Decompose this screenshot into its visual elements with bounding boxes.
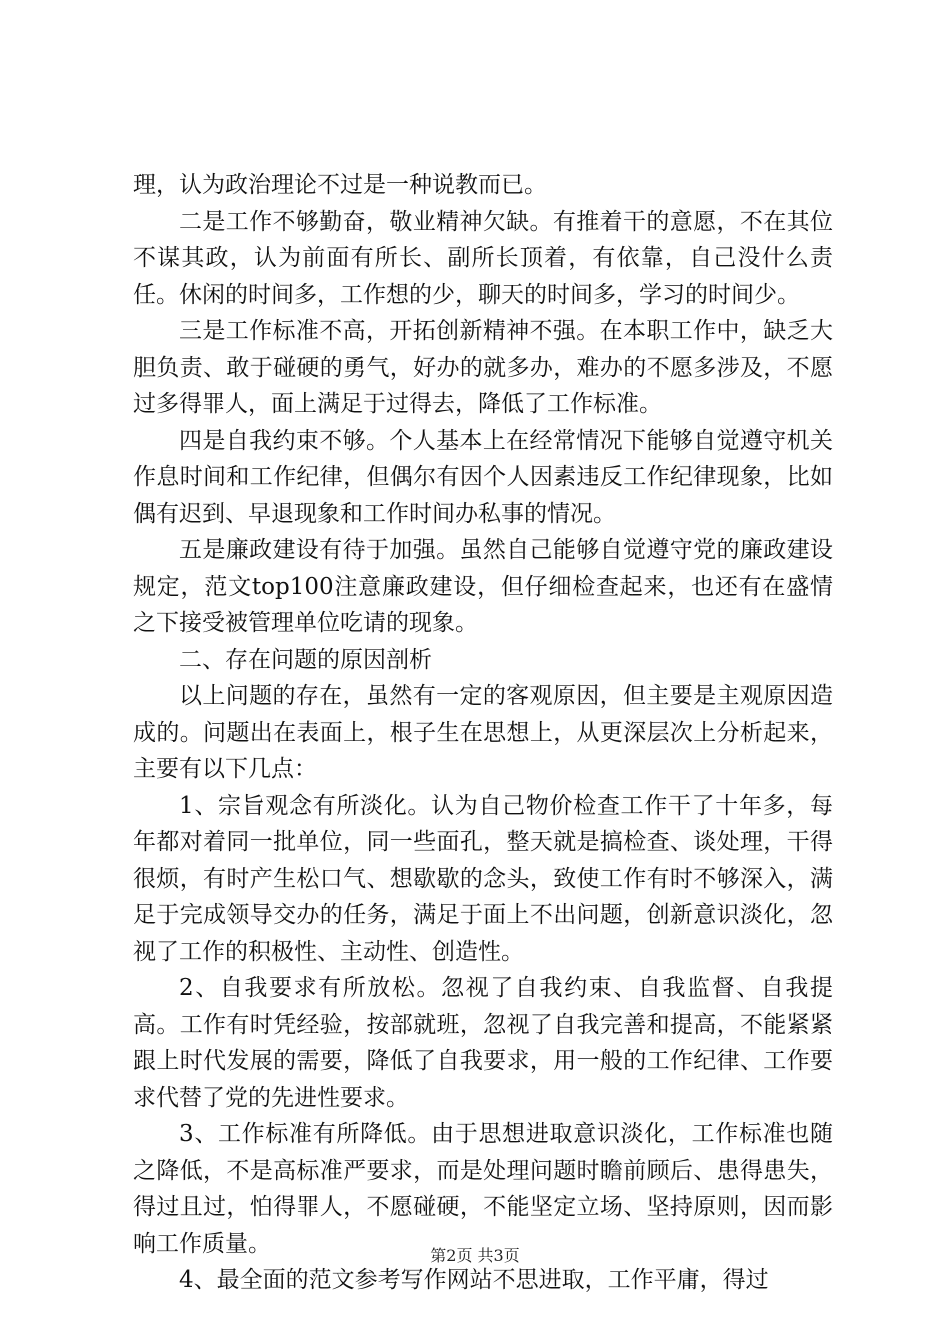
paragraph: 理，认为政治理论不过是一种说教而已。: [133, 172, 547, 198]
paragraph: 2、自我要求有所放松。忽视了自我约束、自我监督、自我提高。工作有时凭经验，按部就班，忽视了自我完善和提高，不能紧紧跟上时代发展的需要，降低了自我要求，用一般的工作纪律、工作要求代替了党的先进性要求。: [133, 975, 833, 1111]
paragraph: 三是工作标准不高，开拓创新精神不强。在本职工作中，缺乏大胆负责、敢于碰硬的勇气，好办的就多办，难办的不愿多涉及，不愿过多得罪人，面上满足于过得去，降低了工作标准。: [133, 318, 833, 417]
document-body: [133, 167, 833, 1299]
paragraph: 二是工作不够勤奋，敬业精神欠缺。有推着干的意愿，不在其位不谋其政，认为前面有所长、副所长顶着，有依靠，自己没什么责任。休闲的时间多，工作想的少，聊天的时间多，学习的时间少。: [133, 208, 833, 308]
paragraph: 4、最全面的范文参考写作网站不思进取，工作平庸，得过: [179, 1267, 769, 1293]
paragraph: 以上问题的存在，虽然有一定的客观原因，但主要是主观原因造成的。问题出在表面上，根子生在思想上，从更深层次上分析起来，主要有以下几点：: [133, 683, 833, 782]
paragraph: 五是廉政建设有待于加强。虽然自己能够自觉遵守党的廉政建设规定，范文top100注意廉政建设，但仔细检查起来，也还有在盛情之下接受被管理单位吃请的现象。: [133, 537, 833, 636]
paragraph: 1、宗旨观念有所淡化。认为自己物价检查工作干了十年多，每年都对着同一批单位，同一些面孔，整天就是搞检查、谈处理，干得很烦，有时产生松口气、想歇歇的念头，致使工作有时不够深入，满足于完成领导交办的任务，满足于面上不出问题，创新意识淡化，忽视了工作的积极性、主动性、创造性。: [133, 792, 833, 965]
page-number-footer: 第2页 共3页: [430, 1246, 520, 1265]
section-heading: 二、存在问题的原因剖析: [179, 646, 432, 673]
paragraph: 3、工作标准有所降低。由于思想进取意识淡化，工作标准也随之降低，不是高标准严要求，而是处理问题时瞻前顾后、患得患失，得过且过，怕得罪人，不愿碰硬，不能坚定立场、坚持原则，因而影响工作质量。: [133, 1121, 833, 1257]
paragraph: 四是自我约束不够。个人基本上在经常情况下能够自觉遵守机关作息时间和工作纪律，但偶尔有因个人因素违反工作纪律现象，比如偶有迟到、早退现象和工作时间办私事的情况。: [133, 427, 833, 527]
